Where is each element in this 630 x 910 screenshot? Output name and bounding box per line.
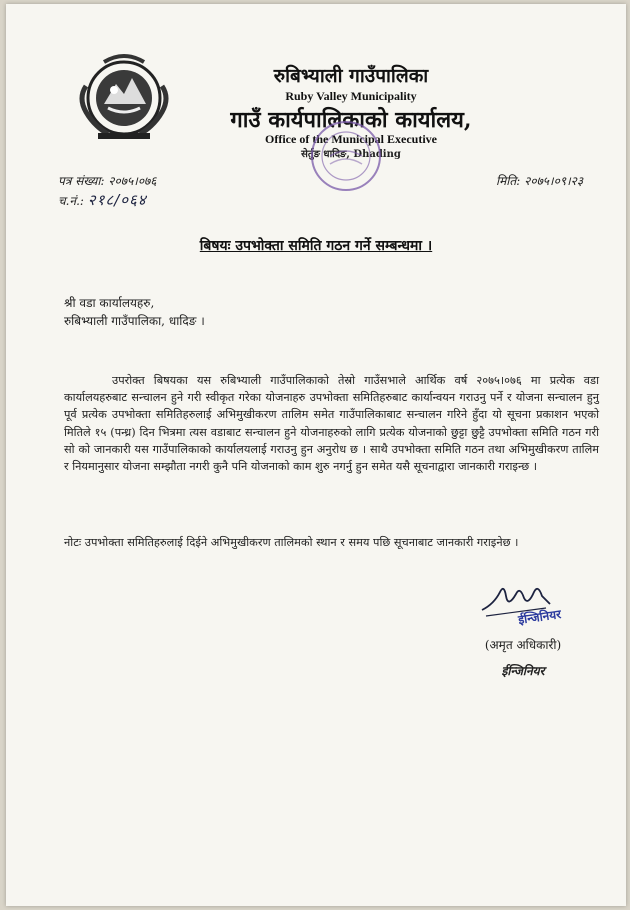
signatory-stamp: ईन्जिनियर [517,607,562,627]
nepal-emblem-logo [68,46,180,146]
dispatch-number-value: २१८/०६४ [87,191,147,209]
municipality-name-nepali: रुबिभ्याली गाउँपालिका [273,65,429,87]
recipient-line-1: श्री वडा कार्यालयहरु, [64,296,155,310]
office-name-nepali: गाउँ कार्यपालिकाको कार्यालय, [230,107,472,133]
recipient-line-2: रुबिभ्याली गाउँपालिका, धादिङ । [64,314,205,328]
dispatch-number-row [58,190,147,210]
letter-number: पत्र संख्या: २०७५।०७६ [58,174,157,188]
letter-note: नोटः उपभोक्ता समितिहरुलाई दिईने अभिमुखीकरण तालिमको स्थान र समय पछि सूचनाबाट जानकारी गराइनेछ । [64,536,519,549]
subject-text: बिषयः उपभोक्ता समिति गठन गर्ने सम्बन्धमा । [199,238,433,254]
office-address: सेर्तुङ धादिङ, Dhading [301,149,401,160]
office-stamp [306,116,386,196]
signatory-title: ईन्जिनियर [501,664,545,678]
dispatch-number-label: च.नं.: [58,194,84,208]
letter-body: उपरोक्त बिषयका यस रुबिभ्याली गाउँपालिकाको तेस्रो गाउँसभाले आर्थिक वर्ष २०७५।०७६ मा प्रत्येक वडा कार्यालयहरुबाट सन्चालन हुने गरी स्वीकृत गरेका योजनाहरु उपभोक्ता समितिहरुबाट कार्यान्वयन गराउनु पर्ने र योजना सन्चालन हुनु पूर्व प्रत्येक उपभोक्ता समितिहरुलाई अभिमुखीकरण तालिम समेत गाउँपालिकाबाट सन्चालन गरिने हुँदा यो सूचना प्रकाशन भएको मितिले १५ (पन्ध्र) दिन भित्रमा त्यस वडाबाट सन्चालन हुने योजनाहरुको लागि प्रत्येक योजनाको छुट्टा छुट्टै उपभोक्ता समिति गठन गरी सो को जानकारी यस गाउँपालिकाको कार्यालयलाई गराउनु हुन अनुरोध छ । साथै उपभोक्ता समिति गठन तथा अभिमुखीकरण तालिम र नियमानुसार योजना सम्झौता नगरी कुनै पनि योजनाको काम शुरु नगर्नु हुन समेत यसै सूचनाद्वारा जानकारी गराइन्छ । [64,374,599,474]
signatory-name: (अमृत अधिकारी) [484,638,562,652]
municipality-name-english: Ruby Valley Municipality [285,89,417,103]
office-name-english: Office of the Municipal Executive [265,132,437,146]
letter-subject [6,236,626,255]
letter-page [6,4,626,906]
letter-date: मिति: २०७५।०९।२३ [496,174,584,188]
